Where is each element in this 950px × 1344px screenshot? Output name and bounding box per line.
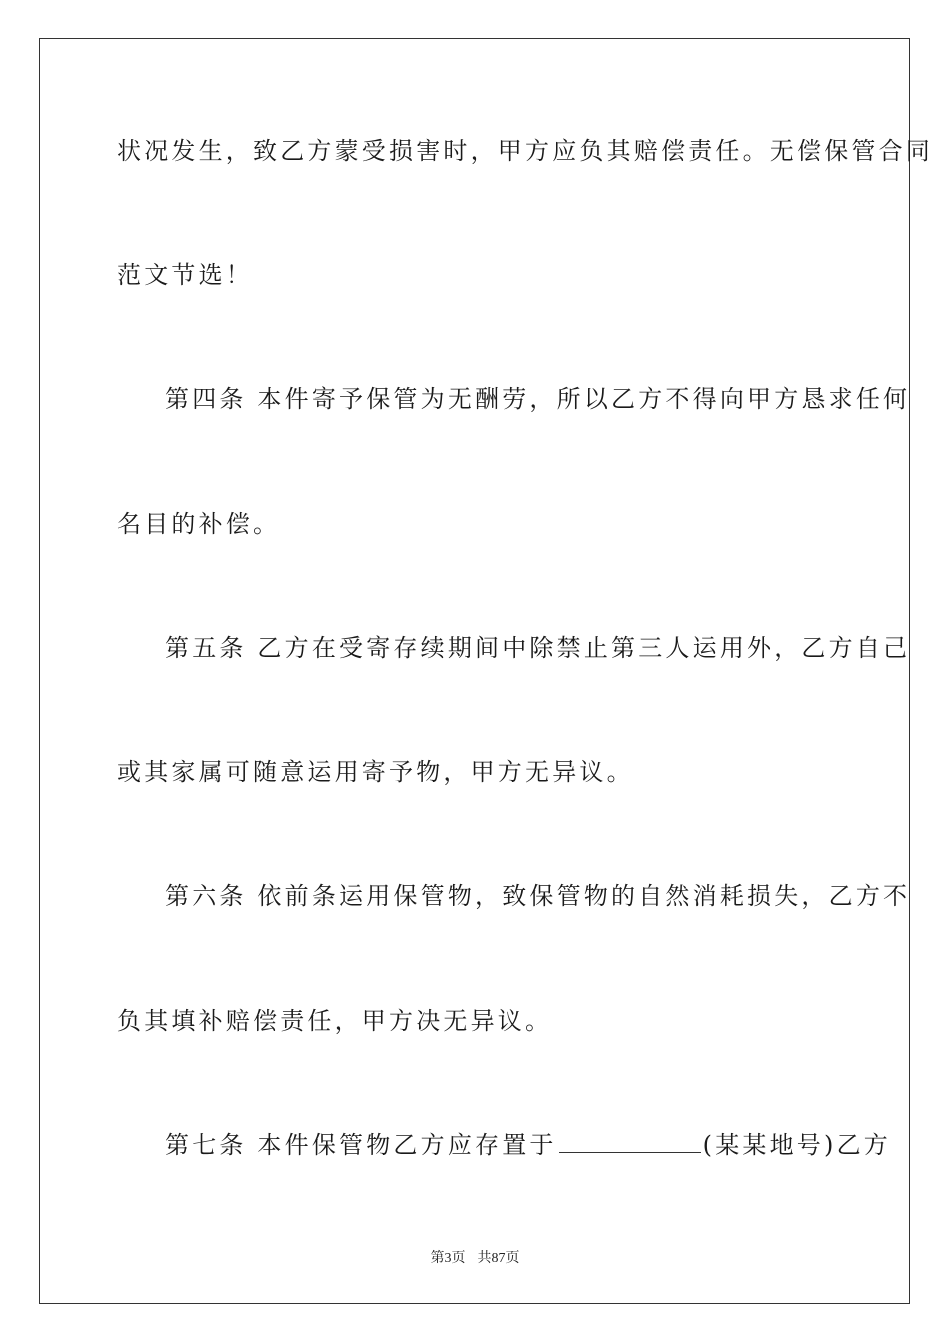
fill-in-blank [559,1134,701,1153]
page-footer [0,1247,950,1267]
paragraph-line: 状况发生，致乙方蒙受损害时，甲方应负其赔偿责任。无偿保管合同 [117,137,933,165]
paragraph-line: 范文节选！ [117,261,253,289]
article-6-line: 第六条 依前条运用保管物，致保管物的自然消耗损失，乙方不 [165,882,911,910]
paragraph-line: 或其家属可随意运用寄予物，甲方无异议。 [117,758,634,786]
article-7-text-tail: (某某地号)乙方 [702,1131,891,1159]
article-5-line: 第五条 乙方在受寄存续期间中除禁止第三人运用外，乙方自己 [165,634,911,662]
paragraph-line: 名目的补偿。 [117,510,281,538]
article-4-line: 第四条 本件寄予保管为无酬劳，所以乙方不得向甲方恳求任何 [165,385,911,413]
total-pages: 共87页 [477,1251,520,1266]
article-7-line [165,1130,891,1160]
page-number: 第3页 [430,1251,466,1266]
page-border [39,38,910,1304]
paragraph-line: 负其填补赔偿责任，甲方决无异议。 [117,1007,553,1035]
article-7-text: 第七条 本件保管物乙方应存置于 [165,1131,557,1159]
